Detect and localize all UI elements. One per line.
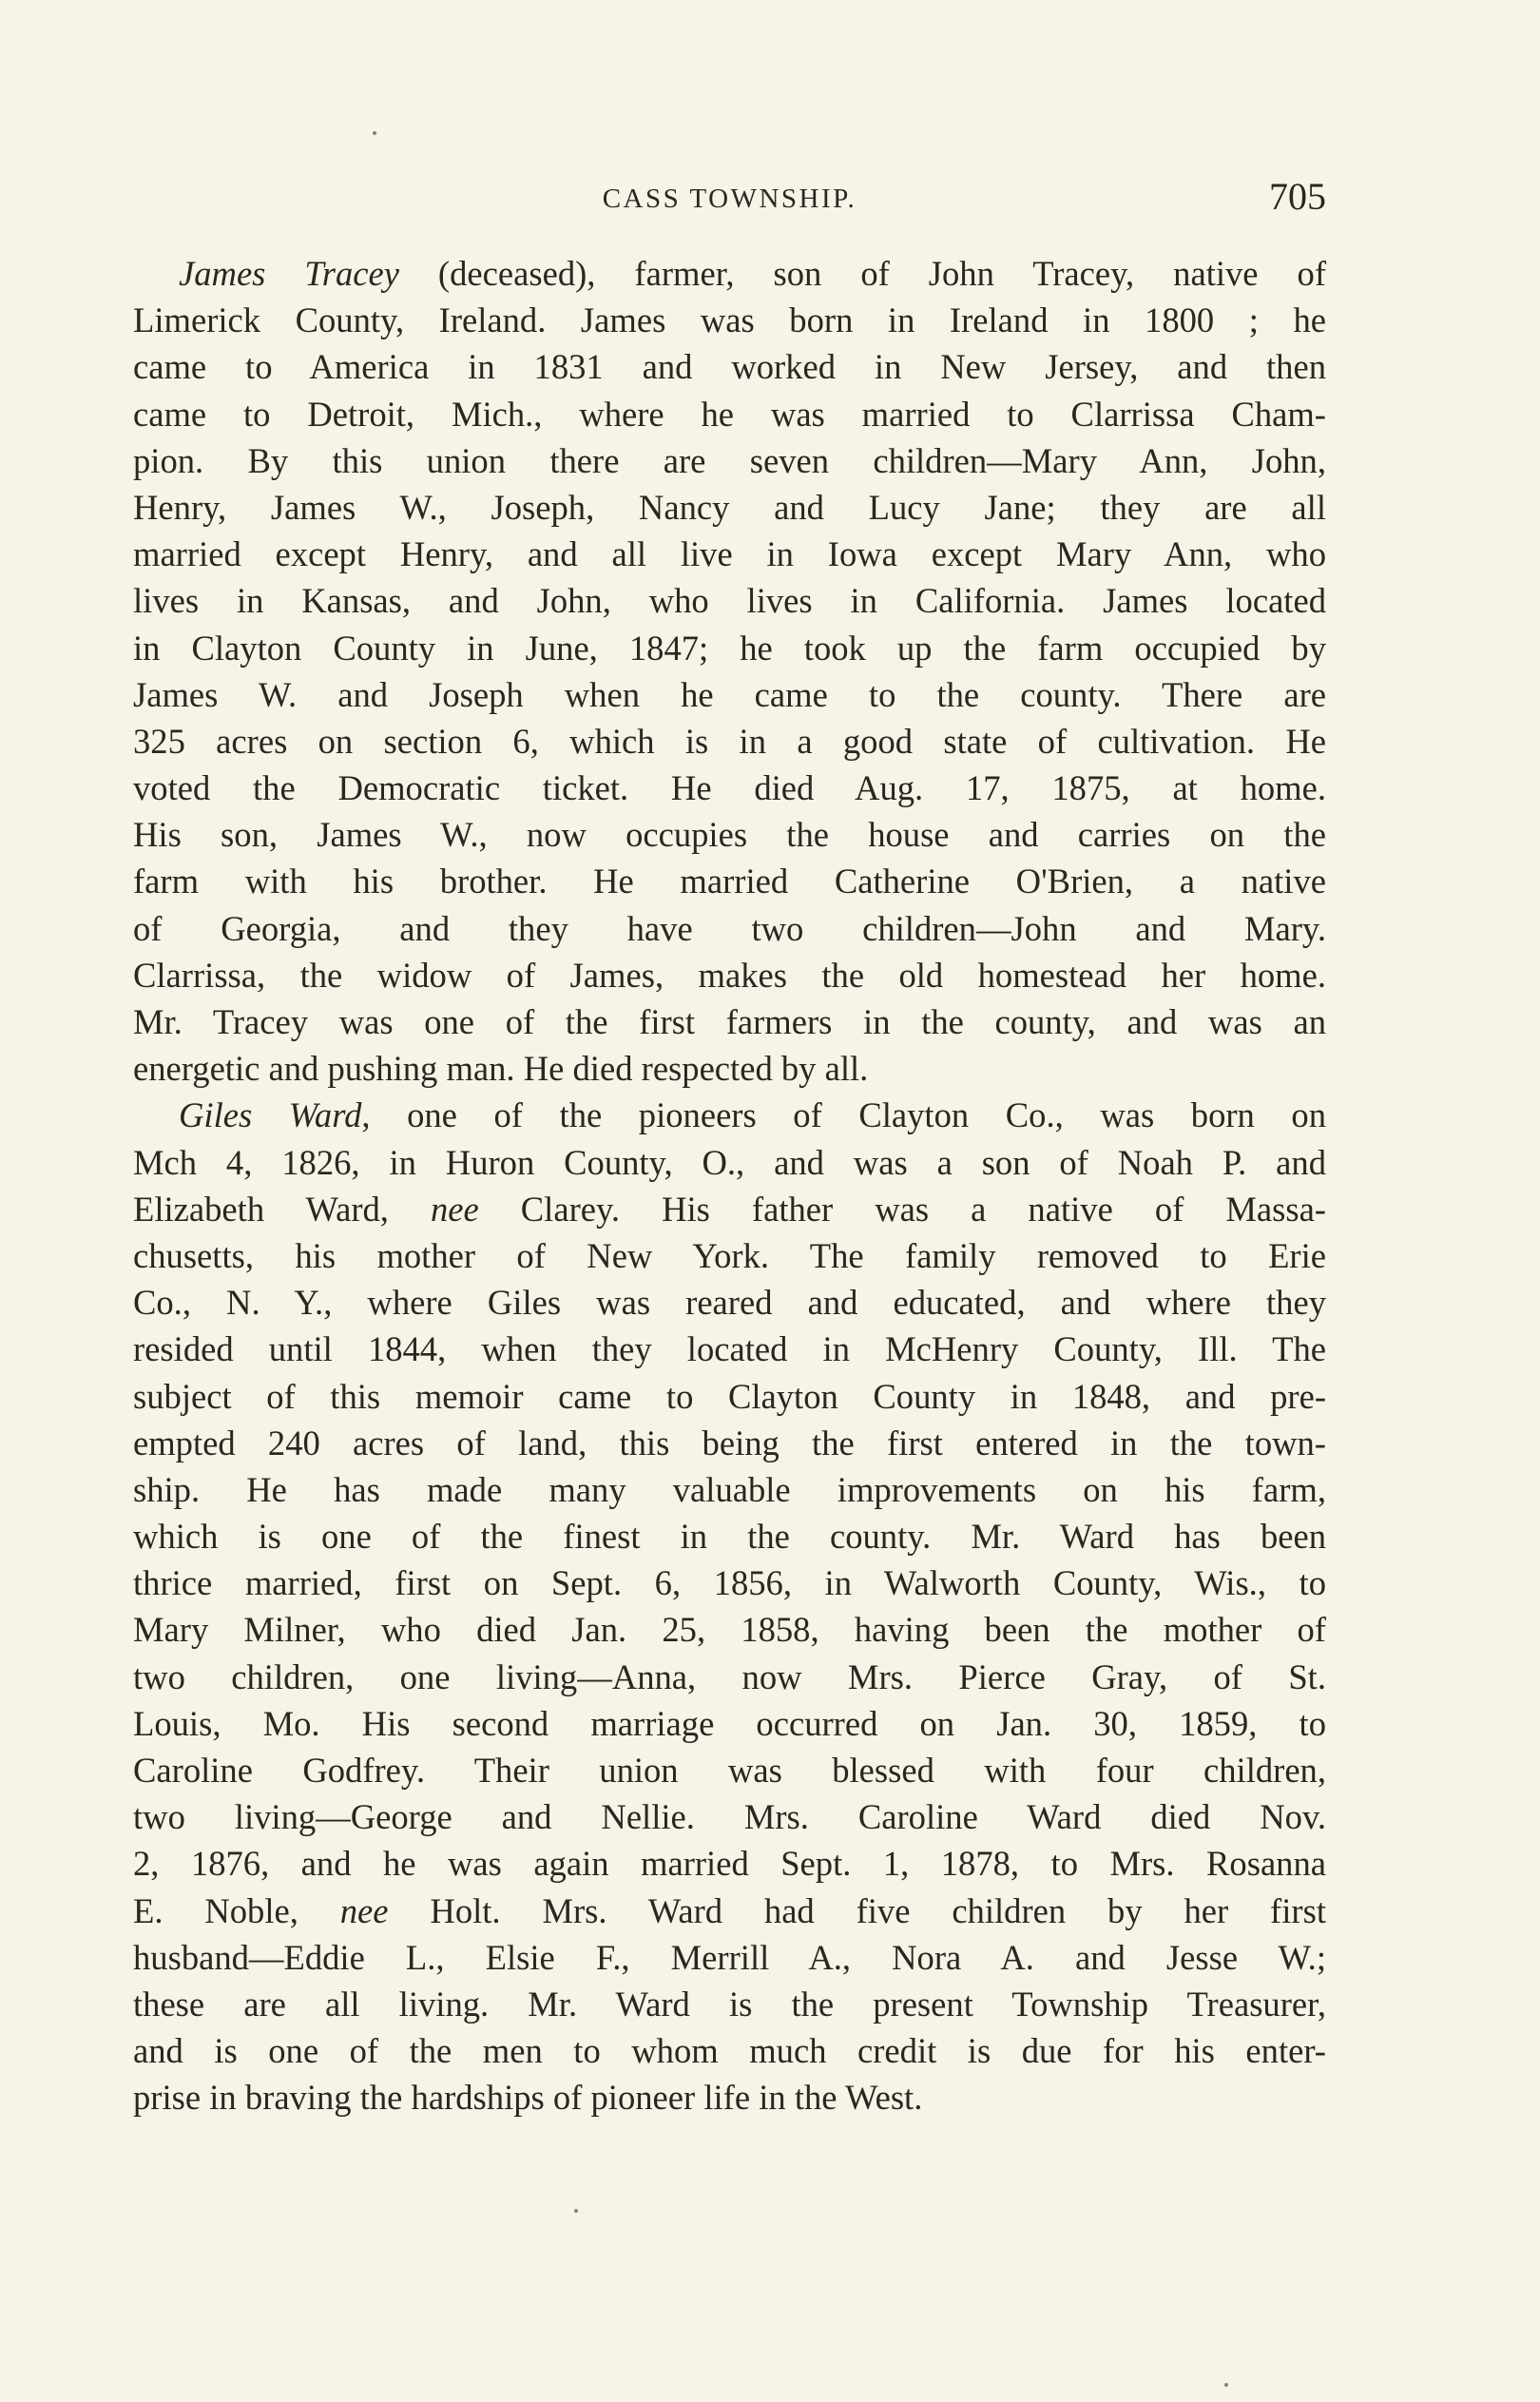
text-line: Henry, James W., Joseph, Nancy and Lucy Jane; they are all xyxy=(133,487,1326,527)
person-name: James Tracey xyxy=(179,254,399,293)
paper-speck xyxy=(574,2209,578,2213)
text-line: these are all living. Mr. Ward is the present Township Treasurer, xyxy=(133,1984,1326,2024)
text-line: farm with his brother. He married Catherine O'Brien, a native xyxy=(133,862,1326,901)
text-line: Clarrissa, the widow of James, makes the old homestead her home. xyxy=(133,955,1326,995)
text-line: pion. By this union there are seven children—Mary Ann, John, xyxy=(133,440,1326,480)
text-line: Mr. Tracey was one of the first farmers in the county, and was an xyxy=(133,1002,1326,1041)
page-number: 705 xyxy=(1269,175,1326,218)
text-line: Elizabeth Ward, nee Clarey. His father was a native of Massa- xyxy=(133,1189,1326,1229)
text-line: prise in braving the hardships of pioneer life in the West. xyxy=(133,2078,923,2118)
text-line: Louis, Mo. His second marriage occurred on Jan. 30, 1859, to xyxy=(133,1703,1326,1743)
nee-word: nee xyxy=(339,1890,389,1930)
text-line: two living—George and Nellie. Mrs. Caroline Ward died Nov. xyxy=(133,1797,1326,1837)
text-line: of Georgia, and they have two children—John and Mary. xyxy=(133,908,1326,948)
text-line: Caroline Godfrey. Their union was blessed with four children, xyxy=(133,1751,1326,1790)
text-line: Giles Ward, one of the pioneers of Clayton Co., was born on xyxy=(179,1095,1326,1135)
text-line: empted 240 acres of land, this being the first entered in the town- xyxy=(133,1423,1326,1463)
text-line: came to America in 1831 and worked in New Jersey, and then xyxy=(133,347,1326,387)
text-line: lives in Kansas, and John, who lives in California. James located xyxy=(133,581,1326,621)
text-line: Limerick County, Ireland. James was born in Ireland in 1800 ; he xyxy=(133,300,1326,340)
text-line: married except Henry, and all live in Iowa except Mary Ann, who xyxy=(133,534,1326,574)
text-line: resided until 1844, when they located in McHenry County, Ill. The xyxy=(133,1329,1326,1369)
person-name: Giles Ward xyxy=(179,1095,362,1135)
text-line: 325 acres on section 6, which is in a good state of cultivation. He xyxy=(133,721,1326,761)
text-line: husband—Eddie L., Elsie F., Merrill A., Nora A. and Jesse W.; xyxy=(133,1937,1326,1977)
paper-speck xyxy=(373,131,376,135)
text-line: Mary Milner, who died Jan. 25, 1858, having been the mother of xyxy=(133,1610,1326,1650)
text-line: thrice married, first on Sept. 6, 1856, in Walworth County, Wis., to xyxy=(133,1563,1326,1603)
running-title: CASS TOWNSHIP. xyxy=(602,184,857,214)
text-line: voted the Democratic ticket. He died Aug. 17, 1875, at home. xyxy=(133,768,1326,808)
text-line: E. Noble, nee Holt. Mrs. Ward had five children by her first xyxy=(133,1890,1326,1930)
text-line: subject of this memoir came to Clayton County in 1848, and pre- xyxy=(133,1376,1326,1416)
text-line: in Clayton County in June, 1847; he took up the farm occupied by xyxy=(133,628,1326,668)
running-head xyxy=(133,174,1326,231)
paper-speck xyxy=(1224,2383,1228,2387)
text-line: James W. and Joseph when he came to the county. There are xyxy=(133,674,1326,714)
text-line: ship. He has made many valuable improvements on his farm, xyxy=(133,1469,1326,1509)
text-line: His son, James W., now occupies the house and carries on the xyxy=(133,815,1326,855)
text-line: two children, one living—Anna, now Mrs. Pierce Gray, of St. xyxy=(133,1656,1326,1696)
text-line: which is one of the finest in the county. Mr. Ward has been xyxy=(133,1517,1326,1557)
text-line: James Tracey (deceased), farmer, son of John Tracey, native of xyxy=(179,254,1326,293)
body-text xyxy=(133,250,1326,2121)
nee-word: nee xyxy=(430,1189,479,1229)
text-line: energetic and pushing man. He died respected by all. xyxy=(133,1049,869,1089)
text-line: and is one of the men to whom much credit is due for his enter- xyxy=(133,2031,1326,2071)
text-line: chusetts, his mother of New York. The family removed to Erie xyxy=(133,1235,1326,1275)
text-line: Co., N. Y., where Giles was reared and educated, and where they xyxy=(133,1283,1326,1323)
text-line: 2, 1876, and he was again married Sept. 1, 1878, to Mrs. Rosanna xyxy=(133,1844,1326,1884)
text-line: came to Detroit, Mich., where he was married to Clarrissa Cham- xyxy=(133,394,1326,434)
text-line: Mch 4, 1826, in Huron County, O., and was a son of Noah P. and xyxy=(133,1142,1326,1182)
